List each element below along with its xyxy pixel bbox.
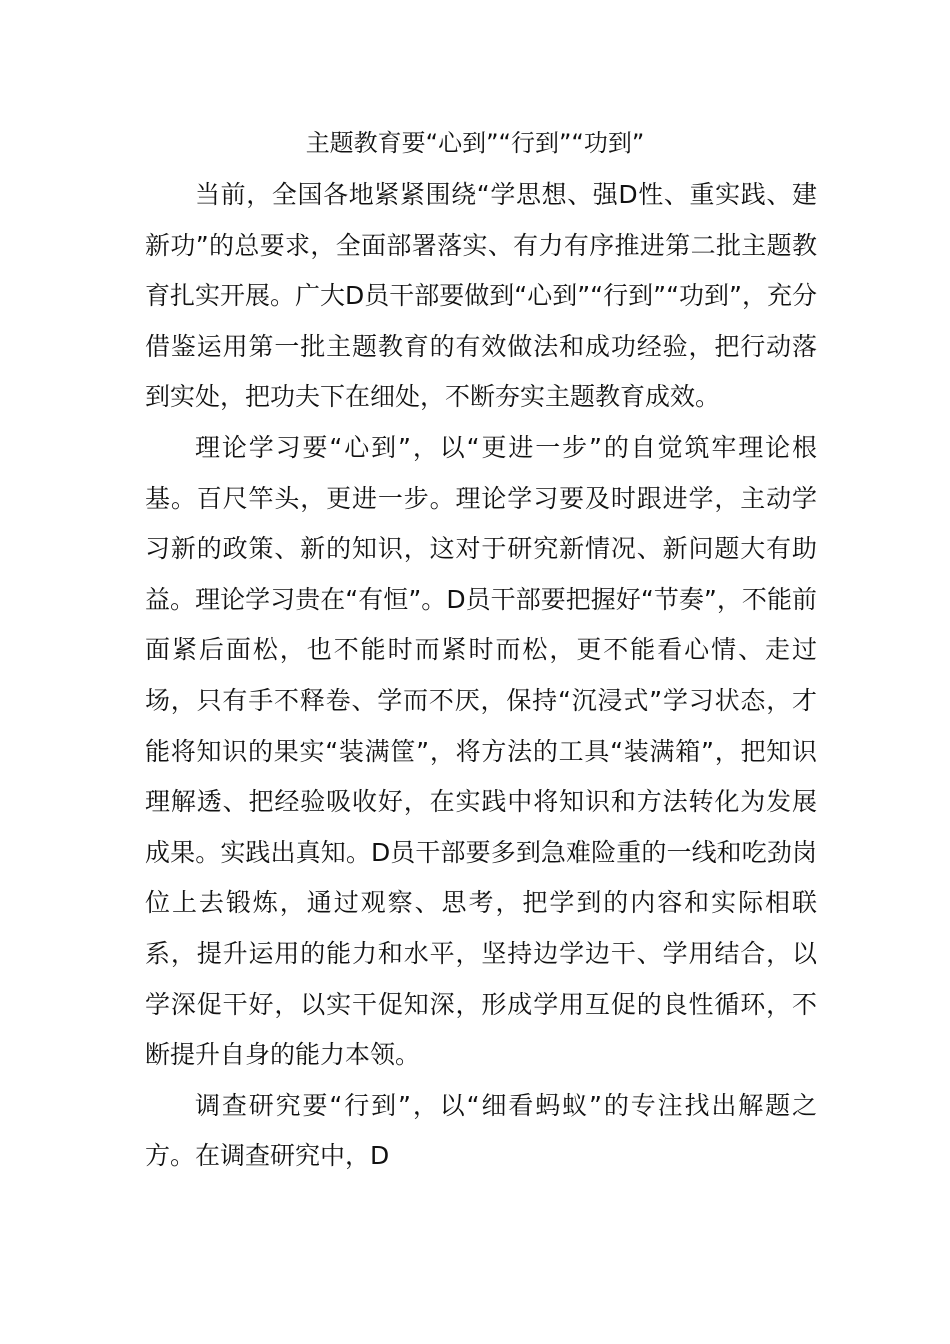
document-title: 主题教育要“心到”“行到”“功到” xyxy=(305,129,645,157)
document-body xyxy=(145,170,817,1182)
paragraph-theory-study: 理论学习要“心到”，以“更进一步”的自觉筑牢理论根基。百尺竿头，更进一步。理论学习要及时跟进学，主动学习新的政策、新的知识，这对于研究新情况、新问题大有助益。理论学习贵在“有恒”。D员干部要把握好“节奏”，不能前面紧后面松，也不能时而紧时而松，更不能看心情、走过场，只有手不释卷、学而不厌，保持“沉浸式”学习状态，才能将知识的果实“装满筐”，将方法的工具“装满箱”，把知识理解透、把经验吸收好，在实践中将知识和方法转化为发展成果。实践出真知。D员干部要多到急难险重的一线和吃劲岗位上去锻炼，通过观察、思考，把学到的内容和实际相联系，提升运用的能力和水平，坚持边学边干、学用结合，以学深促干好，以实干促知深，形成学用互促的良性循环，不断提升自身的能力本领。 xyxy=(145,432,817,1070)
paragraph-intro: 当前，全国各地紧紧围绕“学思想、强D性、重实践、建新功”的总要求，全面部署落实、有力有序推进第二批主题教育扎实开展。广大D员干部要做到“心到”“行到”“功到”，充分借鉴运用第一批主题教育的有效做法和成功经验，把行动落到实处，把功夫下在细处，不断夯实主题教育成效。 xyxy=(145,180,817,412)
paragraph-investigation: 调查研究要“行到”，以“细看蚂蚁”的专注找出解题之方。在调查研究中，D xyxy=(145,1090,817,1171)
